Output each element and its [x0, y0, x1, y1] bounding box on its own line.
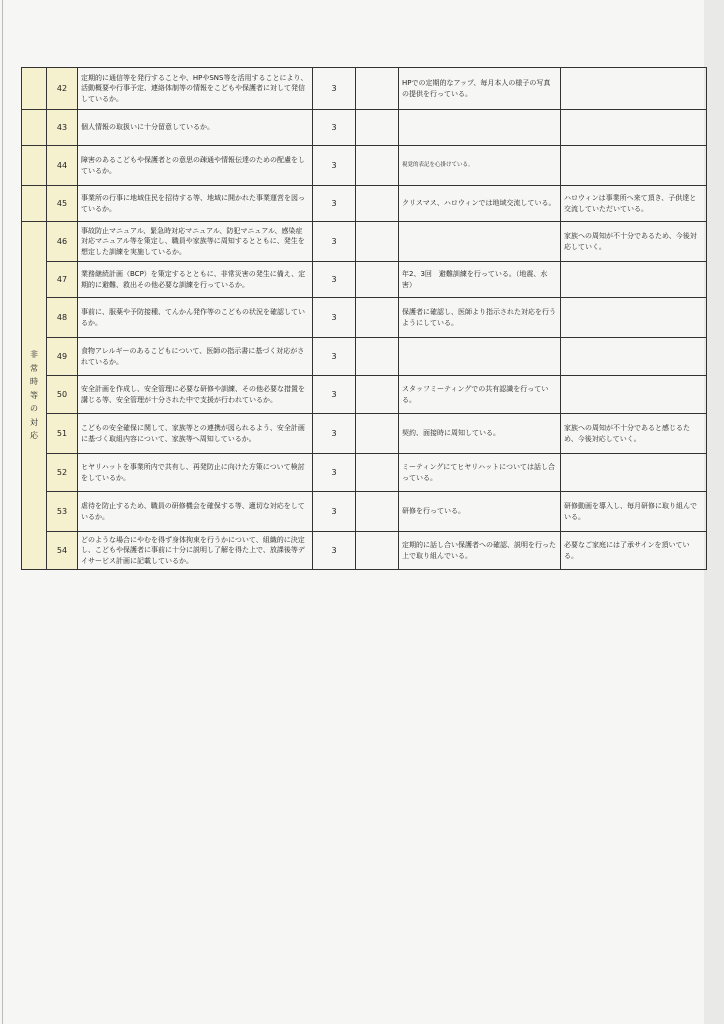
item-number: 49	[47, 338, 78, 376]
score-value: 3	[313, 222, 356, 262]
item-number: 44	[47, 146, 78, 186]
question-text: 事前に、服薬や予防接種、てんかん発作等のこどもの状況を確認しているか。	[78, 298, 313, 338]
table-row	[22, 414, 707, 454]
score-value: 3	[313, 110, 356, 146]
scan-right-margin	[704, 0, 724, 1024]
question-text: 虐待を防止するため、職員の研修機会を確保する等、適切な対応をしているか。	[78, 492, 313, 532]
score-blank	[356, 414, 399, 454]
score-value: 3	[313, 492, 356, 532]
comment-primary: 年2、3回 避難訓練を行っている。（地震、水害）	[399, 262, 561, 298]
comment-secondary: ハロウィンは事業所へ来て頂き、子供達と交流していただいている。	[561, 186, 707, 222]
question-text: こどもの安全確保に関して、家族等との連携が図られるよう、安全計画に基づく取組内容について、家族等へ周知しているか。	[78, 414, 313, 454]
question-text: 業務継続計画（BCP）を策定するとともに、非常災害の発生に備え、定期的に避難、救出その他必要な訓練を行っているか。	[78, 262, 313, 298]
comment-primary: クリスマス、ハロウィンでは地域交流している。	[399, 186, 561, 222]
comment-primary	[399, 110, 561, 146]
score-blank	[356, 186, 399, 222]
score-value: 3	[313, 338, 356, 376]
scan-left-edge	[2, 0, 3, 1024]
question-text: 事故防止マニュアル、緊急時対応マニュアル、防犯マニュアル、感染症対応マニュアル等を策定し、職員や家族等に周知するとともに、発生を想定した訓練を実施しているか。	[78, 222, 313, 262]
item-number: 46	[47, 222, 78, 262]
question-text: 事業所の行事に地域住民を招待する等、地域に開かれた事業運営を図っているか。	[78, 186, 313, 222]
item-number: 47	[47, 262, 78, 298]
evaluation-table	[21, 67, 707, 570]
table-row	[22, 110, 707, 146]
category-cell-previous	[22, 110, 47, 146]
question-text: どのような場合にやむを得ず身体拘束を行うかについて、組織的に決定し、こどもや保護者に事前に十分に説明し了解を得た上で、放課後等デイサービス計画に記載しているか。	[78, 532, 313, 570]
item-number: 52	[47, 454, 78, 492]
score-blank	[356, 532, 399, 570]
comment-secondary	[561, 262, 707, 298]
table-row	[22, 68, 707, 110]
score-value: 3	[313, 146, 356, 186]
comment-primary: スタッフミーティングでの共有認識を行っている。	[399, 376, 561, 414]
comment-primary: 契約、面接時に周知している。	[399, 414, 561, 454]
comment-secondary: 必要なご家庭には了承サインを頂いている。	[561, 532, 707, 570]
table-row	[22, 492, 707, 532]
score-blank	[356, 492, 399, 532]
score-blank	[356, 146, 399, 186]
question-text: 食物アレルギーのあるこどもについて、医師の指示書に基づく対応がされているか。	[78, 338, 313, 376]
comment-primary: ミーティングにてヒヤリハットについては話し合っている。	[399, 454, 561, 492]
table-row	[22, 186, 707, 222]
score-blank	[356, 454, 399, 492]
table-row	[22, 376, 707, 414]
score-blank	[356, 298, 399, 338]
item-number: 51	[47, 414, 78, 454]
comment-secondary	[561, 110, 707, 146]
score-blank	[356, 262, 399, 298]
score-blank	[356, 110, 399, 146]
table-row	[22, 454, 707, 492]
score-value: 3	[313, 262, 356, 298]
category-label: 非 常 時 等 の 対 応	[30, 349, 38, 441]
comment-primary: HPでの定期的なアップ、毎月本人の様子の写真の提供を行っている。	[399, 68, 561, 110]
comment-primary: 研修を行っている。	[399, 492, 561, 532]
category-cell-emergency	[22, 222, 47, 570]
score-blank	[356, 376, 399, 414]
category-cell-previous	[22, 68, 47, 110]
comment-secondary	[561, 338, 707, 376]
score-blank	[356, 338, 399, 376]
table-row	[22, 146, 707, 186]
category-cell-previous	[22, 146, 47, 186]
item-number: 43	[47, 110, 78, 146]
table-row	[22, 338, 707, 376]
question-text: 定期的に通信等を発行することや、HPやSNS等を活用することにより、活動概要や行事予定、連絡体制等の情報をこどもや保護者に対して発信しているか。	[78, 68, 313, 110]
score-value: 3	[313, 532, 356, 570]
score-value: 3	[313, 414, 356, 454]
comment-secondary	[561, 146, 707, 186]
category-cell-previous	[22, 186, 47, 222]
question-text: 個人情報の取扱いに十分留意しているか。	[78, 110, 313, 146]
comment-primary: 定期的に話し合い保護者への確認、説明を行った上で取り組んでいる。	[399, 532, 561, 570]
item-number: 48	[47, 298, 78, 338]
comment-primary: 保護者に確認し、医師より指示された対応を行うようにしている。	[399, 298, 561, 338]
score-value: 3	[313, 454, 356, 492]
question-text: ヒヤリハットを事業所内で共有し、再発防止に向けた方策について検討をしているか。	[78, 454, 313, 492]
comment-primary	[399, 338, 561, 376]
table-row	[22, 298, 707, 338]
item-number: 42	[47, 68, 78, 110]
score-value: 3	[313, 298, 356, 338]
item-number: 54	[47, 532, 78, 570]
item-number: 53	[47, 492, 78, 532]
score-value: 3	[313, 68, 356, 110]
score-blank	[356, 222, 399, 262]
comment-secondary	[561, 454, 707, 492]
item-number: 45	[47, 186, 78, 222]
table-row	[22, 262, 707, 298]
comment-secondary: 研修動画を導入し、毎月研修に取り組んでいる。	[561, 492, 707, 532]
table-row	[22, 222, 707, 262]
question-text: 障害のあるこどもや保護者との意思の疎通や情報伝達のための配慮をしているか。	[78, 146, 313, 186]
comment-secondary: 家族への周知が不十分であるため、今後対応していく。	[561, 222, 707, 262]
comment-secondary	[561, 68, 707, 110]
item-number: 50	[47, 376, 78, 414]
table-row	[22, 532, 707, 570]
comment-secondary: 家族への周知が不十分であると感じるため、今後対応していく。	[561, 414, 707, 454]
question-text: 安全計画を作成し、安全管理に必要な研修や訓練、その他必要な措置を講じる等、安全管理が十分された中で支援が行われているか。	[78, 376, 313, 414]
comment-secondary	[561, 298, 707, 338]
score-blank	[356, 68, 399, 110]
score-value: 3	[313, 376, 356, 414]
comment-primary: 視覚的表記を心掛けている。	[399, 146, 561, 186]
score-value: 3	[313, 186, 356, 222]
comment-primary	[399, 222, 561, 262]
comment-secondary	[561, 376, 707, 414]
